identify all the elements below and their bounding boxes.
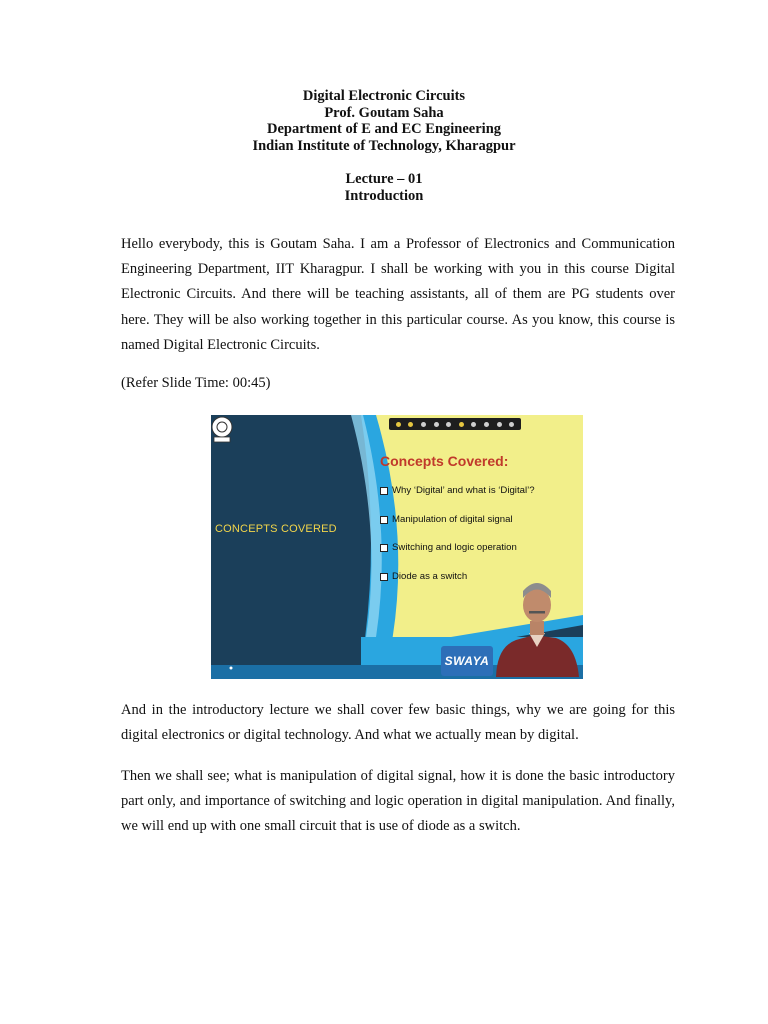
bullet-text: Why ‘Digital’ and what is ‘Digital’? <box>392 485 535 496</box>
course-title: Digital Electronic Circuits <box>302 88 466 104</box>
header-gap <box>0 155 768 171</box>
slide-left-label: CONCEPTS COVERED <box>215 523 337 535</box>
professor-name: Prof. Goutam Saha <box>324 104 444 121</box>
document-header <box>0 88 768 204</box>
presenter-video-icon <box>211 415 583 679</box>
lecture-number: Lecture – 01 <box>345 170 423 187</box>
lecture-slide-image <box>211 415 583 679</box>
intro-paragraph: Hello everybody, this is Goutam Saha. I am a Professor of Electronics and Communication Engineering Department, IIT Kharagpur. I shall be working with you in this course Digital Electronic Circuits. And there will be teaching assistants, all of them are PG students over here. They will be also working together in this particular course. As you know, this course is named Digital Electronic Circuits. <box>121 236 675 353</box>
paragraph-manipulation: Then we shall see; what is manipulation of digital signal, how it is done the basic introductory part only, and importance of switching and logic operation in digital manipulation. And finally, we will end up with one small circuit that is use of diode as a switch. <box>121 768 675 835</box>
refer-slide-time: (Refer Slide Time: 00:45) <box>121 375 271 391</box>
lecture-topic: Introduction <box>344 187 424 204</box>
bullet-text: Switching and logic operation <box>392 542 517 553</box>
institute-name: Indian Institute of Technology, Kharagpur <box>252 138 516 155</box>
swayam-logo: SWAYA <box>441 646 493 676</box>
paragraph-introductory: And in the introductory lecture we shall cover few basic things, why we are going for this digital electronics or digital technology. And what we actually mean by digital. <box>121 702 675 744</box>
department-name: Department of E and EC Engineering <box>266 121 502 138</box>
slide-title: Concepts Covered: <box>380 453 509 469</box>
bullet-text: Diode as a switch <box>392 570 468 582</box>
bullet-text: Manipulation of digital signal <box>392 513 513 525</box>
